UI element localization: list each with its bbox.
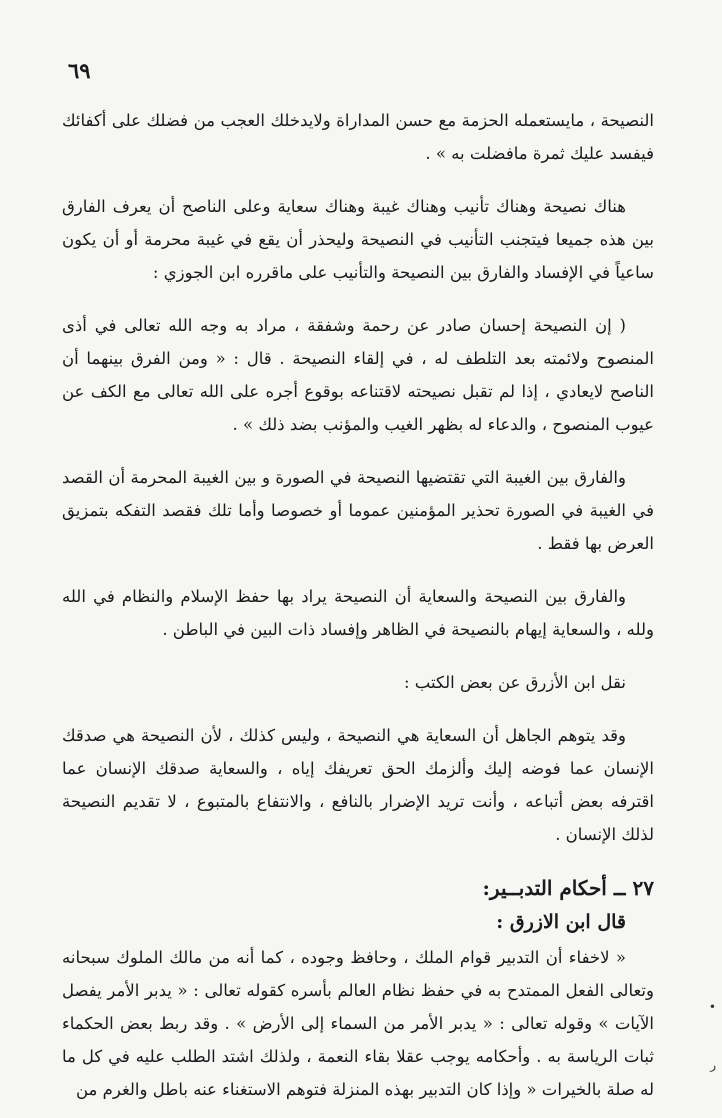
paragraph-ignorant-confusion: وقد يتوهم الجاهل أن السعاية هي النصيحة ، وليس كذلك ، لأن النصيحة هي صدقك الإنسان عما فوضه إليك وألزمك الحق تعريفك إياه ، والسعاية صدقك الإنسان عما اقترفه بعض أتباعه ، وأنت تريد الإضرار بالنافع ، والانتفاع بالمتبوع ، لا تقديم النصيحة لذلك الإنسان . [62,726,654,844]
section-heading: ٢٧ ــ أحكام التدبــير: [482,876,654,900]
paragraph-ibn-alazraq-citation: نقل ابن الأزرق عن بعض الكتب : [403,673,626,692]
paragraph-ibn-aljawzi-quote: ( إن النصيحة إحسان صادر عن رحمة وشفقة ، مراد به وجه الله تعالى في أذى المنصوح ولائمته بعد التلطف له ، في إلقاء النصيحة . قال : « ومن الفرق بينهما أن الناصح لايعادي ، إذا لم تقبل نصيحته لاقتناعه بوقوع أجره على الله تعالى مع الكف عن عيوب المنصوح ، والدعاء له بظهر الغيب والمؤنب بضد ذلك » . [62,316,654,434]
margin-tick: ر [710,1058,716,1072]
paragraph-distinctions: هناك نصيحة وهناك تأنيب وهناك غيبة وهناك سعاية وعلى الناصح أن يعرف الفارق بين هذه جميعا فيتجنب التأنيب في النصيحة وليحذر أن يقع في غيبة محرمة أو أن يكون ساعياً في الإفساد والفارق بين النصيحة والتأنيب على ماقرره ابن الجوزي : [62,197,654,282]
paragraph-siaya: والفارق بين النصيحة والسعاية أن النصيحة يراد بها حفظ الإسلام والنظام في الله ولله ، والسعاية إيهام بالنصيحة في الظاهر وإفساد ذات البين في الباطن . [62,587,654,639]
page-body [62,104,654,1118]
paragraph-nasiha-continuation: النصيحة ، مايستعمله الحزمة مع حسن المداراة ولايدخلك العجب من فضلك على أكفائك فيفسد عليك ثمرة مافضلت به » . [62,111,654,163]
paragraph-tadbir: « لاخفاء أن التدبير قوام الملك ، وحافظ وجوده ، كما أنه من مالك الملوك سبحانه وتعالى الفعل الممتدح به في حفظ نظام العالم بأسره كقوله تعالى : « يدبر الأمر يفصل الآيات » وقوله تعالى : « يدبر الأمر من السماء إلى الأرض » . وقد ربط بعض الحكماء ثبات الرياسة به . وأحكامه يوجب عقلا بقاء النعمة ، ولذلك اشتد الطلب عليه في كل ما له صلة بالخيرات « وإذا كان التدبير بهذه المنزلة فتوهم الاستغناء عنه باطل والغرم من [62,948,654,1099]
paragraph-ghiba: والفارق بين الغيبة التي تقتضيها النصيحة في الصورة و بين الغيبة المحرمة أن القصد في الغيبة في الصورة تحذير المؤمنين عموما أو خصوصا وأما تلك فقصد التفكه بتمزيق العرض بها فقط . [62,468,654,553]
section-subheading: قال ابن الازرق : [496,911,626,933]
page-number: ٦٩ [68,58,91,83]
margin-dot: • [708,1000,716,1014]
